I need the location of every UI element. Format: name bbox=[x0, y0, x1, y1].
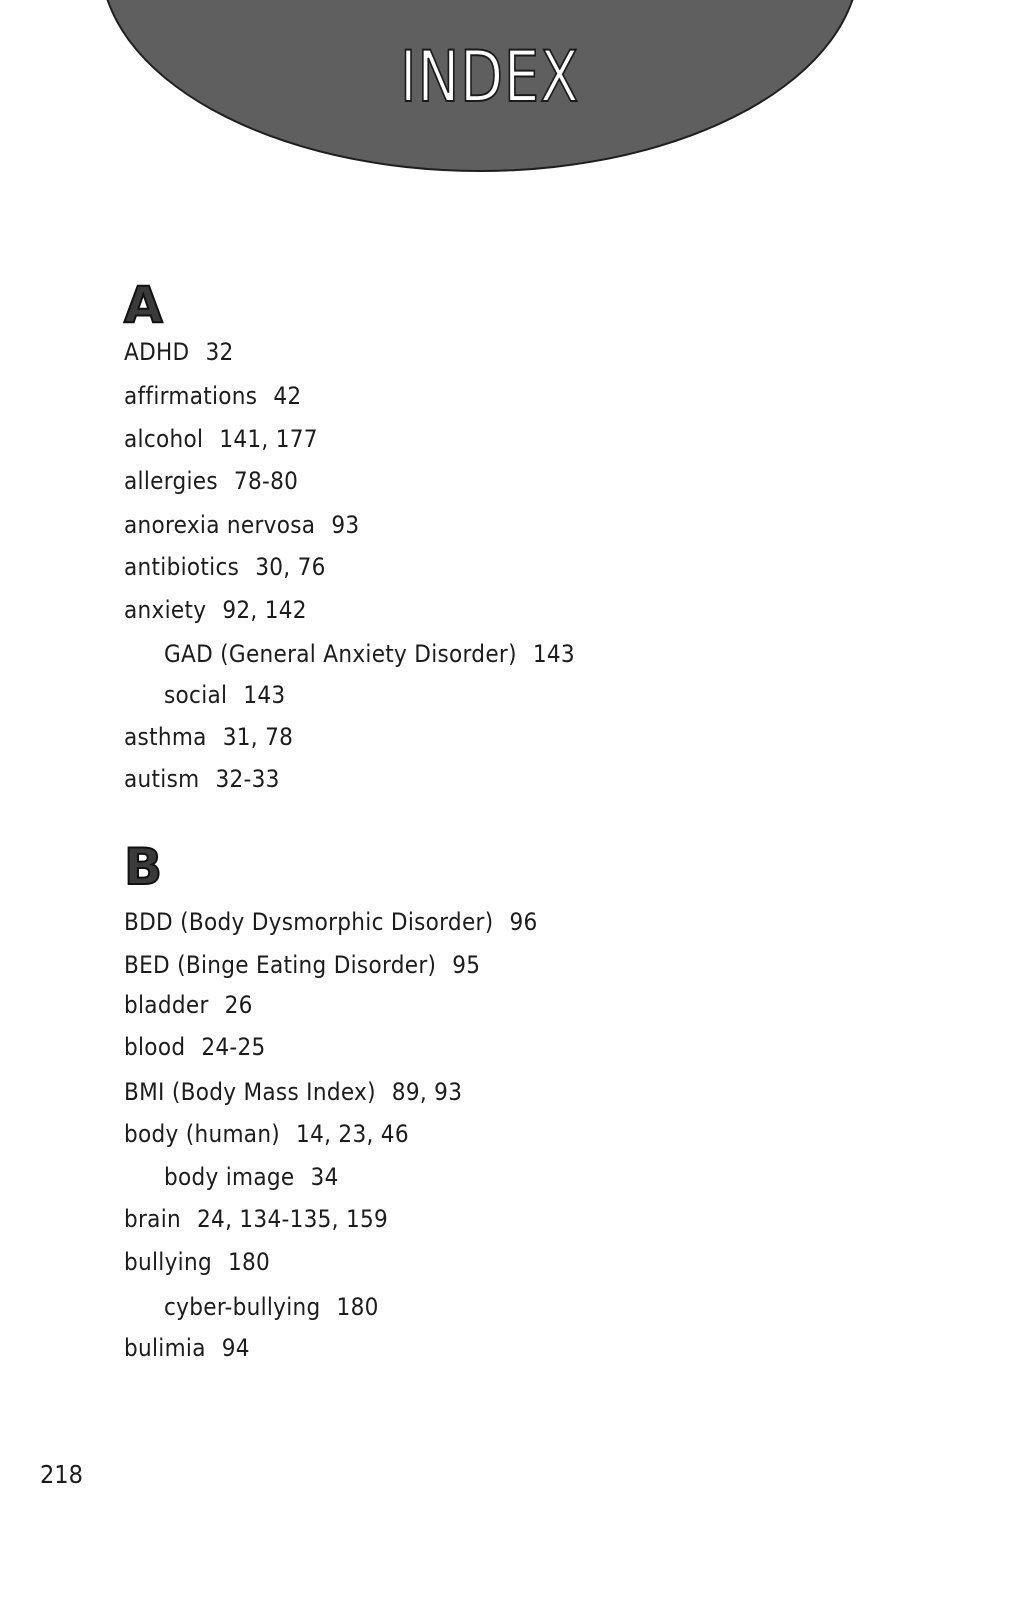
index-term: allergies bbox=[124, 467, 218, 495]
index-term: social bbox=[164, 681, 228, 709]
index-entry bbox=[124, 427, 318, 451]
index-pages: 42 bbox=[273, 382, 302, 410]
index-term: BED (Binge Eating Disorder) bbox=[124, 951, 437, 979]
index-subentry bbox=[164, 642, 575, 666]
index-pages: 26 bbox=[224, 991, 253, 1019]
index-term: autism bbox=[124, 765, 200, 793]
index-term: bladder bbox=[124, 991, 209, 1019]
index-pages: 34 bbox=[310, 1163, 339, 1191]
index-term: bulimia bbox=[124, 1334, 206, 1362]
index-pages: 14, 23, 46 bbox=[296, 1120, 409, 1148]
index-entry bbox=[124, 910, 538, 934]
index-entry bbox=[124, 469, 298, 493]
index-entry bbox=[124, 953, 480, 977]
index-pages: 93 bbox=[331, 511, 360, 539]
index-term: antibiotics bbox=[124, 553, 240, 581]
index-entry bbox=[124, 993, 253, 1017]
index-term: GAD (General Anxiety Disorder) bbox=[164, 640, 517, 668]
page-title: INDEX bbox=[400, 36, 580, 118]
index-pages: 92, 142 bbox=[222, 596, 307, 624]
index-pages: 94 bbox=[221, 1334, 250, 1362]
index-entry bbox=[124, 767, 280, 791]
index-pages: 32 bbox=[205, 338, 234, 366]
index-term: body (human) bbox=[124, 1120, 281, 1148]
index-term: bullying bbox=[124, 1248, 212, 1276]
index-subentry bbox=[164, 683, 285, 707]
index-entry bbox=[124, 340, 234, 364]
index-term: BDD (Body Dysmorphic Disorder) bbox=[124, 908, 494, 936]
index-pages: 30, 76 bbox=[255, 553, 326, 581]
index-term: affirmations bbox=[124, 382, 258, 410]
index-pages: 24-25 bbox=[201, 1033, 266, 1061]
index-subentry bbox=[164, 1295, 379, 1319]
index-pages: 78-80 bbox=[233, 467, 299, 495]
index-term: BMI (Body Mass Index) bbox=[124, 1078, 376, 1106]
index-term: alcohol bbox=[124, 425, 204, 453]
index-term: ADHD bbox=[124, 338, 190, 366]
section-letter-a: A bbox=[124, 276, 163, 334]
index-term: brain bbox=[124, 1205, 181, 1233]
index-pages: 31, 78 bbox=[222, 723, 294, 751]
index-subentry bbox=[164, 1165, 339, 1189]
index-pages: 180 bbox=[227, 1248, 271, 1276]
index-entry bbox=[124, 513, 359, 537]
index-entry bbox=[124, 598, 307, 622]
index-entry bbox=[124, 1035, 266, 1059]
index-entry bbox=[124, 555, 326, 579]
index-pages: 95 bbox=[452, 951, 481, 979]
index-pages: 89, 93 bbox=[391, 1078, 463, 1106]
index-entry bbox=[124, 1336, 250, 1360]
index-entry bbox=[124, 1080, 462, 1104]
index-term: anxiety bbox=[124, 596, 207, 624]
index-term: cyber-bullying bbox=[164, 1293, 321, 1321]
index-term: asthma bbox=[124, 723, 207, 751]
index-entry bbox=[124, 725, 293, 749]
index-pages: 32-33 bbox=[215, 765, 280, 793]
section-letter-b: B bbox=[124, 838, 163, 896]
index-pages: 141, 177 bbox=[219, 425, 318, 453]
index-pages: 96 bbox=[509, 908, 538, 936]
index-entry bbox=[124, 384, 301, 408]
index-entry bbox=[124, 1250, 270, 1274]
index-term: body image bbox=[164, 1163, 295, 1191]
index-term: blood bbox=[124, 1033, 186, 1061]
index-pages: 143 bbox=[243, 681, 286, 709]
index-pages: 24, 134-135, 159 bbox=[197, 1205, 389, 1233]
index-pages: 143 bbox=[532, 640, 575, 668]
index-entry bbox=[124, 1207, 388, 1231]
index-term: anorexia nervosa bbox=[124, 511, 316, 539]
page-number: 218 bbox=[40, 1460, 83, 1489]
index-entry bbox=[124, 1122, 409, 1146]
index-pages: 180 bbox=[336, 1293, 379, 1321]
